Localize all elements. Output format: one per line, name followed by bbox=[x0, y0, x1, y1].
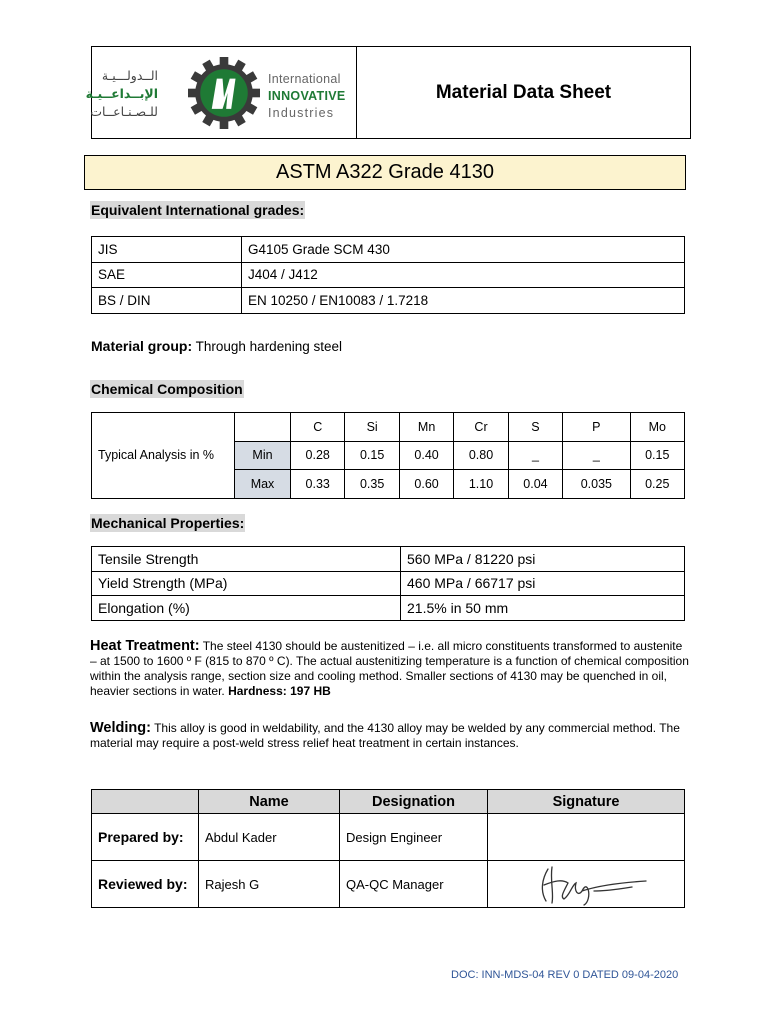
max-value: 0.25 bbox=[630, 470, 685, 499]
typical-analysis-label: Typical Analysis in % bbox=[92, 413, 235, 499]
logo-english-text: International INNOVATIVE Industries bbox=[268, 72, 346, 120]
element-header: Si bbox=[345, 413, 399, 442]
min-value: 0.28 bbox=[291, 441, 345, 470]
mechanical-heading: Mechanical Properties: bbox=[91, 515, 245, 531]
heat-treatment-text: The steel 4130 should be austenitized – i.e. all micro constituents transformed to austenite – at 1500 to 1600 º F (815 to 870 º C). The actual austenitizing temperature is a function of chemical composition within the analysis range, section size and cooling method. Smaller sections of 4130 may be quenched in oil, heavier sections in water. bbox=[90, 639, 689, 698]
company-logo bbox=[85, 47, 357, 138]
mechanical-properties-table bbox=[91, 546, 685, 621]
equivalents-heading: Equivalent International grades: bbox=[91, 202, 305, 218]
min-value: 0.15 bbox=[345, 441, 399, 470]
gear-logo-icon bbox=[188, 57, 260, 129]
min-value: 0.80 bbox=[454, 441, 508, 470]
grade-title: ASTM A322 Grade 4130 bbox=[84, 155, 686, 190]
standard-cell: SAE bbox=[92, 262, 242, 288]
hardness-value: Hardness: 197 HB bbox=[228, 684, 331, 698]
signoff-table bbox=[91, 789, 685, 908]
designation-cell: Design Engineer bbox=[340, 814, 488, 861]
heat-treatment-paragraph bbox=[90, 639, 690, 699]
document-title: Material Data Sheet bbox=[435, 81, 612, 103]
empty-header-cell bbox=[92, 790, 199, 814]
welding-paragraph bbox=[90, 721, 690, 751]
standard-cell: JIS bbox=[92, 237, 242, 263]
min-value: 0.40 bbox=[399, 441, 453, 470]
property-cell: Elongation (%) bbox=[92, 596, 401, 621]
document-reference: DOC: INN-MDS-04 REV 0 DATED 09-04-2020 bbox=[451, 969, 679, 981]
table-row bbox=[92, 571, 685, 596]
max-value: 0.04 bbox=[508, 470, 562, 499]
property-cell: Yield Strength (MPa) bbox=[92, 571, 401, 596]
min-label: Min bbox=[235, 441, 291, 470]
material-group bbox=[91, 338, 342, 354]
element-header: Cr bbox=[454, 413, 508, 442]
designation-cell: QA-QC Manager bbox=[340, 861, 488, 908]
grade-cell: G4105 Grade SCM 430 bbox=[242, 237, 685, 263]
min-value: 0.15 bbox=[630, 441, 685, 470]
table-row bbox=[92, 814, 685, 861]
max-value: 0.60 bbox=[399, 470, 453, 499]
min-value: _ bbox=[508, 441, 562, 470]
designation-header: Designation bbox=[340, 790, 488, 814]
value-cell: 460 MPa / 66717 psi bbox=[401, 571, 685, 596]
chemical-heading: Chemical Composition bbox=[91, 381, 243, 397]
max-value: 0.33 bbox=[291, 470, 345, 499]
max-label: Max bbox=[235, 470, 291, 499]
name-cell: Rajesh G bbox=[199, 861, 340, 908]
element-header: Mo bbox=[630, 413, 685, 442]
element-header: Mn bbox=[399, 413, 453, 442]
element-header: C bbox=[291, 413, 345, 442]
heat-treatment-label: Heat Treatment: bbox=[90, 638, 200, 654]
value-cell: 560 MPa / 81220 psi bbox=[401, 547, 685, 572]
property-cell: Tensile Strength bbox=[92, 547, 401, 572]
signature-cell bbox=[488, 814, 685, 861]
min-value: _ bbox=[563, 441, 630, 470]
material-group-value: Through hardening steel bbox=[195, 339, 342, 354]
role-cell: Prepared by: bbox=[92, 814, 199, 861]
table-row bbox=[92, 596, 685, 621]
table-row bbox=[92, 861, 685, 908]
table-header-row bbox=[92, 790, 685, 814]
max-value: 0.35 bbox=[345, 470, 399, 499]
handwritten-signature-icon bbox=[534, 861, 654, 907]
empty-cell bbox=[235, 413, 291, 442]
logo-arabic-text: الــدولـــيـة الإبــداعــيـة للـصـنـاعــات bbox=[85, 68, 158, 119]
grade-cell: EN 10250 / EN10083 / 1.7218 bbox=[242, 288, 685, 314]
welding-label: Welding: bbox=[90, 720, 151, 736]
max-value: 0.035 bbox=[563, 470, 630, 499]
grade-cell: J404 / J412 bbox=[242, 262, 685, 288]
standard-cell: BS / DIN bbox=[92, 288, 242, 314]
table-row bbox=[92, 547, 685, 572]
element-header: P bbox=[563, 413, 630, 442]
table-row bbox=[92, 413, 685, 442]
document-header bbox=[85, 46, 691, 139]
value-cell: 21.5% in 50 mm bbox=[401, 596, 685, 621]
chemical-composition-table bbox=[91, 412, 685, 499]
signature-cell bbox=[488, 861, 685, 908]
welding-text: This alloy is good in weldability, and the 4130 alloy may be welded by any commercial method. The material may require a post-weld stress relief heat treatment in certain instances. bbox=[90, 721, 680, 750]
name-cell: Abdul Kader bbox=[199, 814, 340, 861]
table-row bbox=[92, 262, 685, 288]
equivalents-table bbox=[91, 236, 685, 314]
material-group-label: Material group: bbox=[91, 338, 193, 354]
table-row bbox=[92, 237, 685, 263]
element-header: S bbox=[508, 413, 562, 442]
max-value: 1.10 bbox=[454, 470, 508, 499]
table-row bbox=[92, 288, 685, 314]
signature-header: Signature bbox=[488, 790, 685, 814]
name-header: Name bbox=[199, 790, 340, 814]
role-cell: Reviewed by: bbox=[92, 861, 199, 908]
